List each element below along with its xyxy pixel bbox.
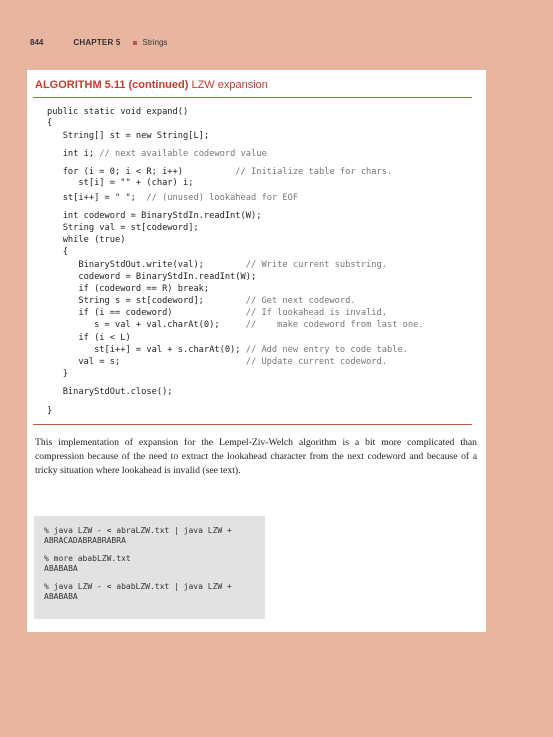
terminal-line: % more ababLZW.txt [44, 554, 131, 563]
algorithm-title [35, 79, 268, 91]
terminal-line: ABRACADABRABRABRA [44, 536, 126, 545]
code-line: public static void expand() [47, 107, 189, 117]
code-line: val = s; // Update current codeword. [47, 357, 387, 367]
code-line: st[i++] = val + s.charAt(0); // Add new entry to code table. [47, 345, 408, 355]
algorithm-description: This implementation of expansion for the Lempel-Ziv-Welch algorithm is a bit more complicated than compression because of the need to extract the lookahead character from the next codeword and because of a tricky situation where lookahead is invalid (see text). [35, 437, 477, 476]
code-line: { [47, 247, 68, 257]
code-line: String[] st = new String[L]; [47, 131, 210, 141]
code-line: st[i++] = " "; // (unused) lookahead for EOF [47, 193, 299, 203]
terminal-line: % java LZW - < ababLZW.txt | java LZW + [44, 582, 232, 591]
top-rule [33, 97, 472, 98]
terminal-line: ABABABA [44, 564, 78, 573]
terminal-output [34, 516, 265, 619]
code-line: } [47, 406, 53, 416]
running-header [30, 38, 167, 47]
algorithm-name: LZW expansion [191, 79, 268, 91]
code-line: st[i] = "" + (char) i; [47, 178, 194, 188]
code-line: String s = st[codeword]; // Get next codeword. [47, 296, 356, 306]
terminal-line: % java LZW - < abraLZW.txt | java LZW + [44, 526, 232, 535]
bullet-icon [133, 41, 137, 45]
code-line: while (true) [47, 235, 126, 245]
page-content [27, 70, 486, 632]
page-number: 844 [30, 38, 44, 47]
algorithm-number: ALGORITHM 5.11 (continued) [35, 79, 189, 91]
code-line: BinaryStdOut.close(); [47, 387, 173, 397]
code-line: s = val + val.charAt(0); // make codeword from last one. [47, 320, 424, 330]
code-line: if (i == codeword) // If lookahead is invalid, [47, 308, 387, 318]
code-line: BinaryStdOut.write(val); // Write current substring. [47, 260, 387, 270]
code-line: { [47, 118, 53, 128]
code-line: int i; // next available codeword value [47, 149, 267, 159]
section-label: Strings [142, 38, 168, 47]
code-line: for (i = 0; i < R; i++) // Initialize table for chars. [47, 167, 393, 177]
code-line: if (codeword == R) break; [47, 284, 210, 294]
chapter-label: CHAPTER 5 [73, 38, 121, 47]
code-line: int codeword = BinaryStdIn.readInt(W); [47, 211, 262, 221]
code-line: String val = st[codeword]; [47, 223, 199, 233]
bottom-rule [33, 424, 472, 425]
terminal-line: ABABABA [44, 592, 78, 601]
code-line: if (i < L) [47, 333, 131, 343]
code-line: } [47, 369, 68, 379]
code-line: codeword = BinaryStdIn.readInt(W); [47, 272, 257, 282]
